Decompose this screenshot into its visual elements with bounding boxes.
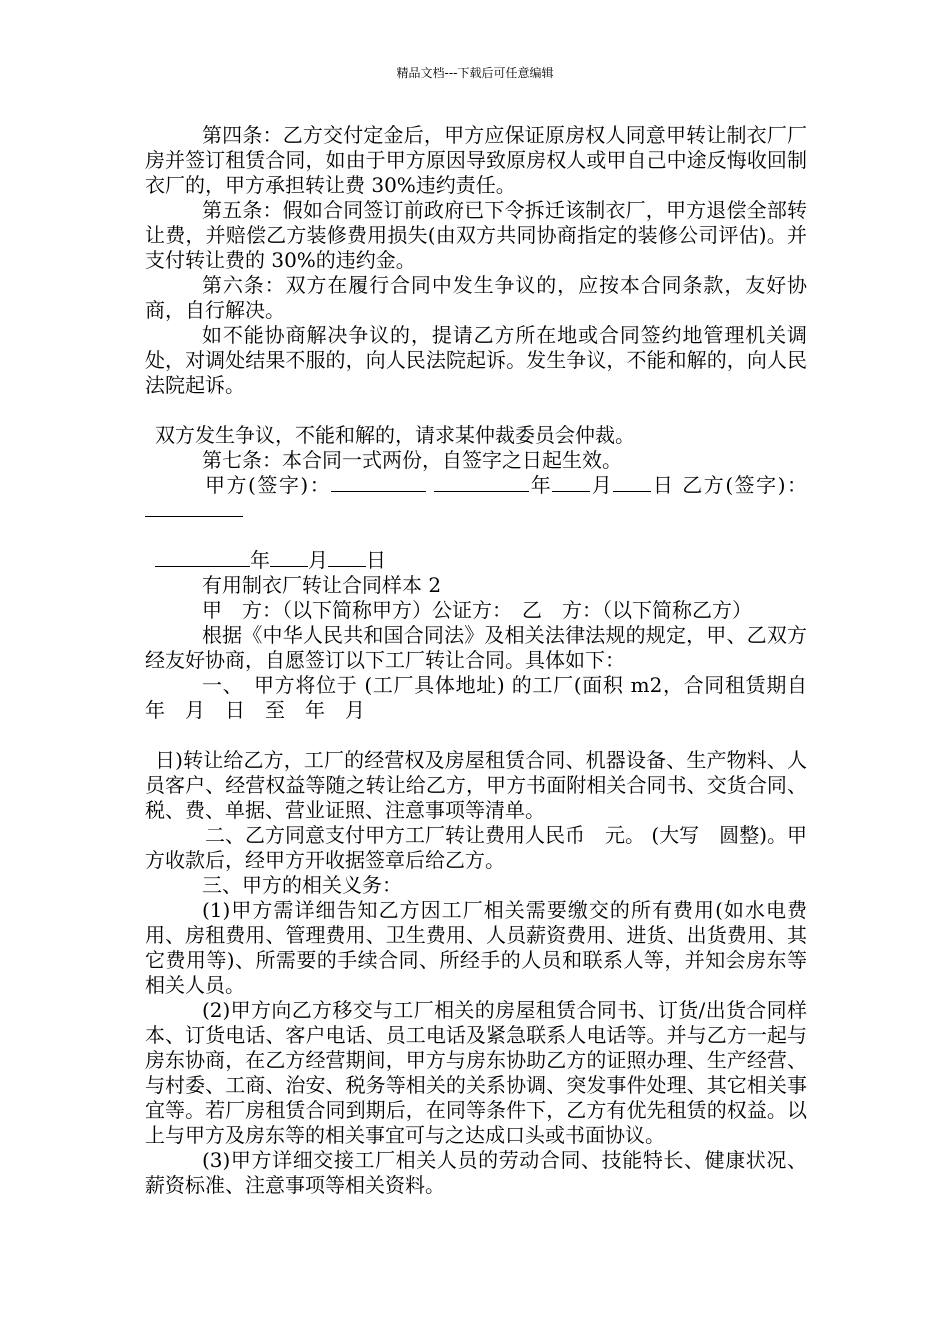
- party-a-signature-label: 甲方(签字)：: [205, 473, 332, 497]
- sign-year-label: 年: [529, 473, 553, 497]
- date-day-blank[interactable]: [328, 548, 366, 567]
- item-3-3: (3)甲方详细交接工厂相关人员的劳动合同、技能特长、健康状况、薪资标准、注意事项等相关资料。: [145, 1148, 807, 1197]
- sign-month-label: 月: [590, 473, 614, 497]
- parties-line: 甲 方：（以下简称甲方）公证方： 乙 方：（以下简称乙方）: [202, 598, 752, 622]
- article-6: 第六条：双方在履行合同中发生争议的，应按本合同条款，友好协商，自行解决。: [145, 273, 807, 322]
- sign-month-blank[interactable]: [552, 473, 590, 492]
- date-year-blank[interactable]: [155, 548, 250, 567]
- signature-line: [145, 473, 807, 523]
- party-b-signature-label: 乙方(签字)：: [682, 473, 808, 497]
- date-month-label: 月: [308, 548, 328, 572]
- item-3: 三、甲方的相关义务：: [202, 873, 402, 897]
- article-4: 第四条：乙方交付定金后，甲方应保证原房权人同意甲转让制衣厂厂房并签订租赁合同，如由于甲方原因导致原房权人或甲自己中途反悔收回制衣厂的，甲方承担转让费 30%违约责任。: [145, 123, 807, 197]
- item-3-1: (1)甲方需详细告知乙方因工厂相关需要缴交的所有费用(如水电费用、房租费用、管理费用、卫生费用、人员薪资费用、进货、出货费用、其它费用等)、所需要的手续合同、所经手的人员和联系人等，并知会房东等相关人员。: [145, 898, 807, 997]
- spacer: [145, 398, 807, 423]
- date-month-blank[interactable]: [270, 548, 308, 567]
- sign-day-blank[interactable]: [613, 473, 651, 492]
- article-6-continued: 如不能协商解决争议的，提请乙方所在地或合同签约地管理机关调处，对调处结果不服的，向人民法院起诉。发生争议，不能和解的，向人民法院起诉。: [145, 323, 807, 397]
- sample-2-title: 有用制衣厂转让合同样本 2: [202, 573, 442, 597]
- item-1: 一、 甲方将位于 (工厂具体地址) 的工厂(面积 m2，合同租赁期自 年 月 日 至 年 月: [145, 673, 827, 722]
- spacer: [145, 523, 807, 548]
- party-b-signature-blank[interactable]: [145, 498, 243, 517]
- article-5: 第五条：假如合同签订前政府已下令拆迁该制衣厂，甲方退偿全部转让费，并赔偿乙方装修费用损失(由双方共同协商指定的装修公司评估)。并支付转让费的 30%的违约金。: [145, 198, 807, 272]
- item-3-2: (2)甲方向乙方移交与工厂相关的房屋租赁合同书、订货/出货合同样本、订货电话、客户电话、员工电话及紧急联系人电话等。并与乙方一起与房东协商，在乙方经营期间，甲方与房东协助乙方的证照办理、生产经营、与村委、工商、治安、税务等相关的关系协调、突发事件处理、其它相关事宜等。若厂房租赁合同到期后，在同等条件下，乙方有优先租赁的权益。以上与甲方及房东等的相关事宜可与之达成口头或书面协议。: [145, 998, 807, 1147]
- arbitration-clause: 双方发生争议，不能和解的，请求某仲裁委员会仲裁。: [155, 423, 635, 447]
- document-body: [145, 123, 827, 1198]
- item-1-continued: 日)转让给乙方，工厂的经营权及房屋租赁合同、机器设备、生产物料、人员客户、经营权益等随之转让给乙方，甲方书面附相关合同书、交货合同、税、费、单据、营业证照、注意事项等清单。: [145, 748, 807, 822]
- sign-year-blank[interactable]: [434, 473, 529, 492]
- article-7: 第七条：本合同一式两份，自签字之日起生效。: [202, 448, 622, 472]
- sign-day-label: 日: [651, 473, 675, 497]
- item-2: 二、乙方同意支付甲方工厂转让费用人民币 元。 (大写 圆整)。甲方收款后，经甲方开收据签章后给乙方。: [145, 823, 807, 872]
- contract-intro: 根据《中华人民共和国合同法》及相关法律法规的规定，甲、乙双方经友好协商，自愿签订以下工厂转让合同。具体如下：: [145, 623, 807, 672]
- party-a-signature-blank[interactable]: [331, 473, 426, 492]
- page-header: 精品文档---下载后可任意编辑: [396, 66, 554, 80]
- date-day-label: 日: [366, 548, 386, 572]
- date-line: [145, 548, 807, 573]
- spacer: [145, 723, 807, 748]
- date-year-label: 年: [250, 548, 270, 572]
